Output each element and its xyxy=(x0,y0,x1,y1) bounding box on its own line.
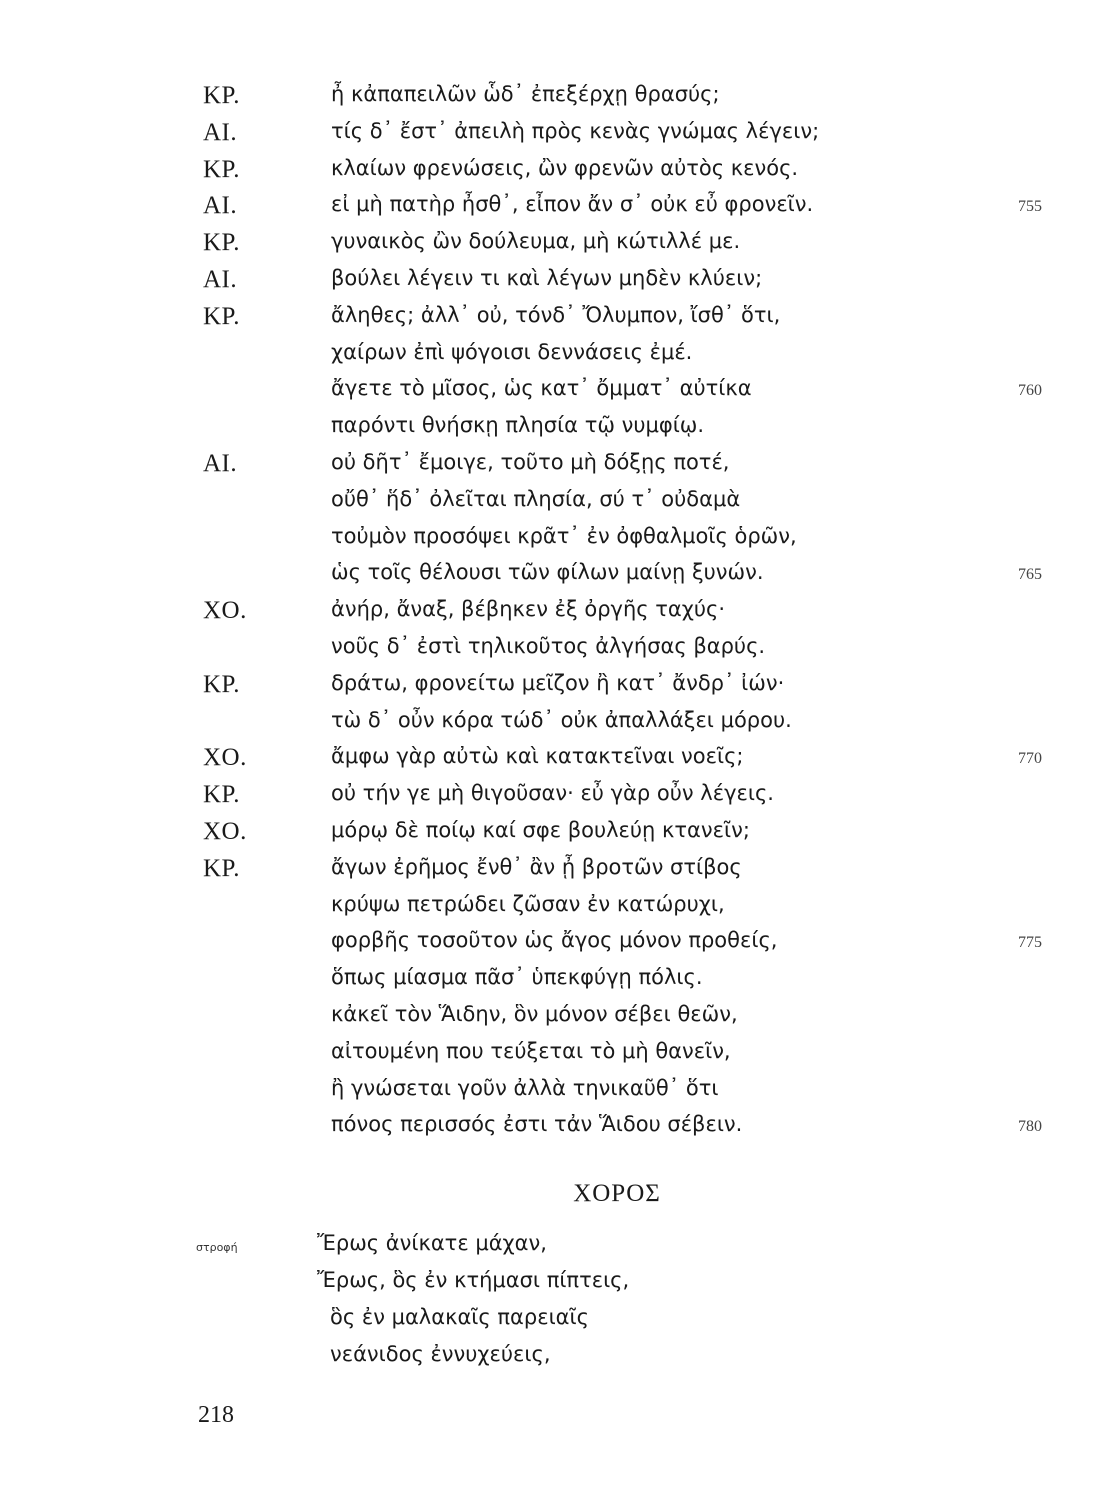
line-number: 765 xyxy=(1018,566,1042,584)
verse-text: ἄγων ἐρῆμος ἔνθ᾽ ἂν ᾖ βροτῶν στίβος xyxy=(331,854,742,879)
verse-line xyxy=(0,119,1114,159)
verse-text: ὅπως μίασμα πᾶσ᾽ ὑπεκφύγῃ πόλις. xyxy=(331,965,703,990)
verse-line xyxy=(0,671,1114,711)
verse-text: χαίρων ἐπὶ ψόγοισι δεννάσεις ἐμέ. xyxy=(331,339,693,364)
verse-text: ἢ γνώσεται γοῦν ἀλλὰ τηνικαῦθ᾽ ὅτι xyxy=(331,1075,719,1100)
verse-line xyxy=(0,1112,1114,1152)
verse-text: φορβῆς τοσοῦτον ὡς ἄγος μόνον προθείς, xyxy=(331,928,778,953)
verse-line xyxy=(0,229,1114,269)
verse-line xyxy=(0,266,1114,306)
verse-text: τοὐμὸν προσόψει κρᾶτ᾽ ἐν ὀφθαλμοῖς ὁρῶν, xyxy=(331,523,797,548)
verse-text: τίς δ᾽ ἔστ᾽ ἀπειλὴ πρὸς κενὰς γνώμας λέγειν; xyxy=(331,118,820,143)
verse-text: ἀνήρ, ἄναξ, βέβηκεν ἐξ ὀργῆς ταχύς· xyxy=(331,597,726,622)
verse-line xyxy=(0,781,1114,821)
verse-text: κρύψω πετρώδει ζῶσαν ἐν κατώρυχι, xyxy=(331,891,725,916)
verse-text: μόρῳ δὲ ποίῳ καί σφε βουλεύῃ κτανεῖν; xyxy=(331,818,750,842)
verse-line xyxy=(0,413,1114,453)
verse-text: ἦ κἀπαπειλῶν ὧδ᾽ ἐπεξέρχῃ θρασύς; xyxy=(331,82,720,106)
verse-text: παρόντι θνήσκῃ πλησία τῷ νυμφίῳ. xyxy=(331,413,705,438)
verse-line xyxy=(0,487,1114,527)
speaker-label: ΧΟ. xyxy=(203,597,247,625)
line-number: 770 xyxy=(1018,750,1042,768)
verse-text: οὔθ᾽ ἥδ᾽ ὀλεῖται πλησία, σύ τ᾽ οὐδαμὰ xyxy=(331,486,741,511)
speaker-label: ΧΟ. xyxy=(203,744,247,772)
speaker-label: ΚΡ. xyxy=(203,854,240,882)
verse-line xyxy=(0,744,1114,784)
verse-line xyxy=(0,892,1114,932)
verse-line xyxy=(0,450,1114,490)
verse-line xyxy=(0,928,1114,968)
verse-line xyxy=(0,1076,1114,1116)
section-title: ΧΟΡΟΣ xyxy=(573,1180,661,1207)
verse-text: γυναικὸς ὢν δούλευμα, μὴ κώτιλλέ με. xyxy=(331,229,741,254)
verse-text: ἄμφω γὰρ αὐτὼ καὶ κατακτεῖναι νοεῖς; xyxy=(331,744,744,769)
verse-text: νοῦς δ᾽ ἐστὶ τηλικοῦτος ἀλγήσας βαρύς. xyxy=(331,634,766,658)
line-number: 775 xyxy=(1018,934,1042,952)
verse-line xyxy=(0,303,1114,343)
ode-line: ὃς ἐν μαλακαῖς παρειαῖς xyxy=(330,1305,589,1329)
speaker-label: ΚΡ. xyxy=(203,302,240,330)
verse-text: ἄγετε τὸ μῖσος, ὡς κατ᾽ ὄμματ᾽ αὐτίκα xyxy=(331,376,752,401)
speaker-label: ΧΟ. xyxy=(203,818,247,845)
verse-line xyxy=(0,192,1114,232)
strophe-label: στροφή xyxy=(196,1241,238,1254)
verse-line xyxy=(0,818,1114,858)
speaker-label: ΚΡ. xyxy=(203,82,240,109)
verse-line xyxy=(0,965,1114,1005)
speaker-label: ΑΙ. xyxy=(203,192,238,220)
verse-text: αἰτουμένη που τεύξεται τὸ μὴ θανεῖν, xyxy=(331,1038,731,1063)
verse-text: κλαίων φρενώσεις, ὢν φρενῶν αὐτὸς κενός. xyxy=(331,155,799,180)
page-number: 218 xyxy=(198,1402,234,1428)
verse-line xyxy=(0,634,1114,674)
verse-text: εἰ μὴ πατὴρ ἦσθ᾽, εἶπον ἄν σ᾽ οὐκ εὖ φρονεῖν. xyxy=(331,192,814,217)
ode-line: Ἔρως, ὃς ἐν κτήμασι πίπτεις, xyxy=(317,1268,630,1292)
verse-text: κἀκεῖ τὸν Ἅιδην, ὃν μόνον σέβει θεῶν, xyxy=(331,1002,738,1026)
verse-line xyxy=(0,156,1114,196)
line-number: 760 xyxy=(1018,382,1042,400)
verse-text: ὡς τοῖς θέλουσι τῶν φίλων μαίνῃ ξυνών. xyxy=(331,560,764,585)
verse-line xyxy=(0,340,1114,380)
verse-line xyxy=(0,560,1114,600)
speaker-label: ΚΡ. xyxy=(203,155,240,183)
verse-line xyxy=(0,1039,1114,1079)
ode-line: Ἔρως ἀνίκατε μάχαν, xyxy=(317,1231,547,1255)
speaker-label: ΚΡ. xyxy=(203,670,240,698)
verse-line xyxy=(0,855,1114,895)
verse-text: πόνος περισσός ἐστι τἀν Ἅιδου σέβειν. xyxy=(331,1112,743,1137)
line-number: 755 xyxy=(1018,198,1042,216)
speaker-label: ΚΡ. xyxy=(203,229,240,257)
verse-text: δράτω, φρονείτω μεῖζον ἢ κατ᾽ ἄνδρ᾽ ἰών· xyxy=(331,670,785,695)
speaker-label: ΑΙ. xyxy=(203,118,238,146)
speaker-label: ΚΡ. xyxy=(203,781,240,809)
line-number: 780 xyxy=(1018,1118,1042,1136)
verse-line xyxy=(0,597,1114,637)
verse-line xyxy=(0,524,1114,564)
verse-text: ἄληθες; ἀλλ᾽ οὐ, τόνδ᾽ Ὄλυμπον, ἴσθ᾽ ὅτι, xyxy=(331,302,781,327)
verse-text: οὐ τήν γε μὴ θιγοῦσαν· εὖ γὰρ οὖν λέγεις. xyxy=(331,781,774,806)
ode-line: νεάνιδος ἐννυχεύεις, xyxy=(330,1342,551,1366)
verse-line xyxy=(0,708,1114,748)
verse-line xyxy=(0,82,1114,122)
speaker-label: ΑΙ. xyxy=(203,266,238,293)
verse-text: τὼ δ᾽ οὖν κόρα τώδ᾽ οὐκ ἀπαλλάξει μόρου. xyxy=(331,707,792,732)
verse-line xyxy=(0,376,1114,416)
verse-line xyxy=(0,1002,1114,1042)
speaker-label: ΑΙ. xyxy=(203,450,238,477)
verse-text: οὐ δῆτ᾽ ἔμοιγε, τοῦτο μὴ δόξῃς ποτέ, xyxy=(331,450,730,474)
verse-text: βούλει λέγειν τι καὶ λέγων μηδὲν κλύειν; xyxy=(331,266,763,290)
